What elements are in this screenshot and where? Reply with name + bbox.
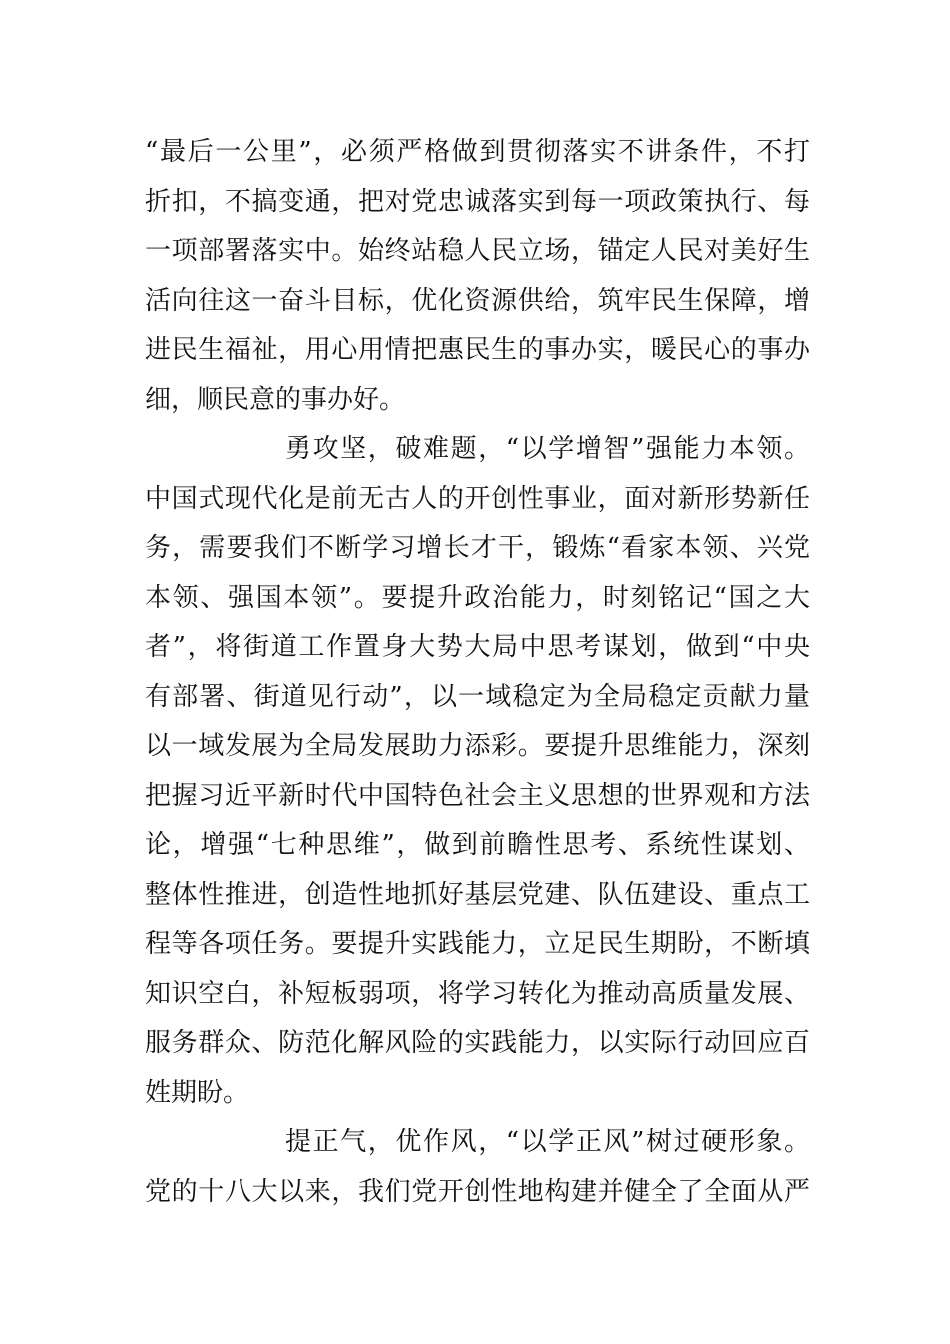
paragraph-2-line-10: 整体性推进，创造性地抓好基层党建、队伍建设、重点工 [145,879,810,910]
paragraph-2-line-11: 程等各项任务。要提升实践能力，立足民生期盼，不断填 [145,929,810,959]
paragraph-2-line-2: 中国式现代化是前无古人的开创性事业，面对新形势新任 [145,483,810,514]
paragraph-2-line-8: 把握习近平新时代中国特色社会主义思想的世界观和方法 [145,780,810,811]
paragraph-2-line-13: 服务群众、防范化解风险的实践能力，以实际行动回应百 [145,1028,810,1058]
paragraph-2-line-7: 以一域发展为全局发展助力添彩。要提升思维能力，深刻 [145,731,810,761]
paragraph-1-line-4: 活向往这一奋斗目标，优化资源供给，筑牢民生保障，增 [145,285,810,316]
paragraph-2-line-9: 论，增强“七种思维”，做到前瞻性思考、系统性谋划、 [145,830,810,860]
paragraph-2-line-3: 务，需要我们不断学习增长才干，锻炼“看家本领、兴党 [145,533,810,563]
paragraph-2-line-12: 知识空白，补短板弱项，将学习转化为推动高质量发展、 [145,978,810,1009]
paragraph-1-line-1: “最后一公里”，必须严格做到贯彻落实不讲条件，不打 [145,137,810,167]
paragraph-1-line-5: 进民生福祉，用心用情把惠民生的事办实，暖民心的事办 [145,335,810,365]
paragraph-1-line-2: 折扣，不搞变通，把对党忠诚落实到每一项政策执行、每 [145,186,810,217]
paragraph-3-line-2: 党的十八大以来，我们党开创性地构建并健全了全面从严 [145,1176,810,1207]
paragraph-2-line-14: 姓期盼。 [145,1077,250,1108]
paragraph-1-line-6: 细，顺民意的事办好。 [145,384,406,415]
paragraph-2-heading-line: 勇攻坚，破难题，“以学增智”强能力本领。 [285,434,810,464]
paragraph-2-line-6: 有部署、街道见行动”，以一域稳定为全局稳定贡献力量 [145,681,810,712]
paragraph-3-heading-line: 提正气，优作风，“以学正风”树过硬形象。 [285,1127,810,1157]
body-text [145,128,810,1217]
paragraph-1-line-3: 一项部署落实中。始终站稳人民立场，锚定人民对美好生 [145,236,810,266]
paragraph-2-line-4: 本领、强国本领”。要提升政治能力，时刻铭记“国之大 [145,582,810,613]
paragraph-2-line-5: 者”，将街道工作置身大势大局中思考谋划，做到“中央 [145,632,810,662]
